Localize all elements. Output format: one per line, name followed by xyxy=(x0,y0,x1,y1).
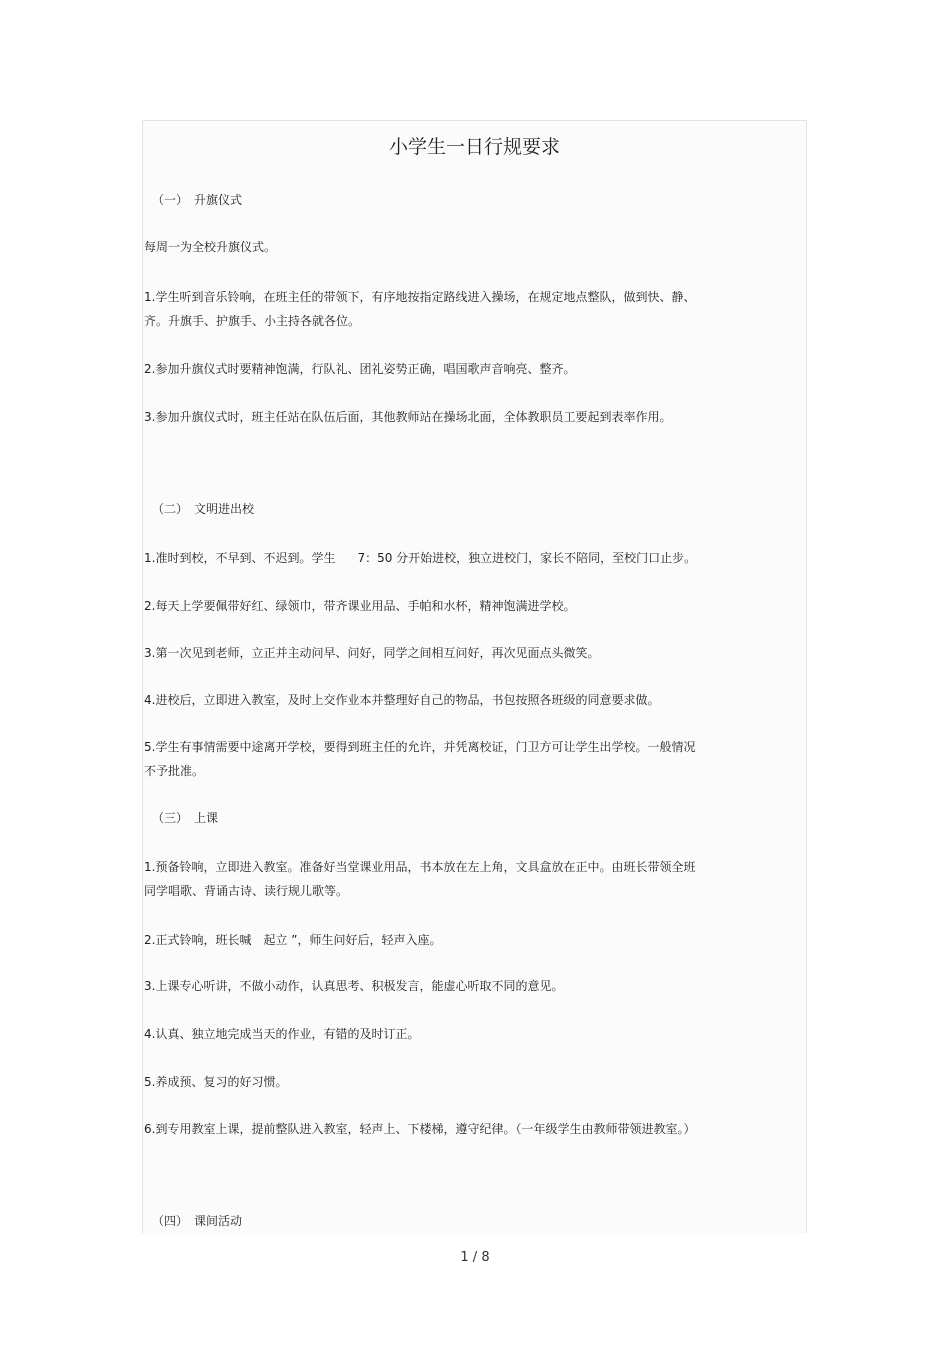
paragraph: 3.参加升旗仪式时，班主任站在队伍后面，其他教师站在操场北面，全体教职员工要起到表率作用。 xyxy=(144,410,672,424)
paragraph-segment: 1.准时到校，不早到、不迟到。学生 xyxy=(144,551,336,565)
paragraph: 3.上课专心听讲，不做小动作，认真思考、积极发言，能虚心听取不同的意见。 xyxy=(144,979,564,993)
section-heading xyxy=(152,188,746,212)
section-number: （四） xyxy=(152,1214,189,1228)
paragraph: 2.每天上学要佩带好红、绿领巾，带齐课业用品、手帕和水杯，精神饱满进学校。 xyxy=(144,599,576,613)
section-heading xyxy=(152,806,746,830)
paragraph-line: 齐。升旗手、护旗手、小主持各就各位。 xyxy=(144,314,361,328)
section-number: （二） xyxy=(152,502,189,516)
section-number: （三） xyxy=(152,811,189,825)
paragraph-line: 不予批准。 xyxy=(144,764,205,778)
paragraph: 4.认真、独立地完成当天的作业，有错的及时订正。 xyxy=(144,1027,420,1041)
section-title: 上课 xyxy=(194,811,219,825)
paragraph xyxy=(144,928,746,952)
paragraph-segment: 2.正式铃响，班长喊 xyxy=(144,933,252,947)
section-title: 课间活动 xyxy=(194,1214,243,1228)
document-page xyxy=(142,120,807,1233)
paragraph: 6.到专用教室上课，提前整队进入教室，轻声上、下楼梯，遵守纪律。（一年级学生由教师带领进教室。） xyxy=(144,1122,696,1136)
page-number: 1 / 8 xyxy=(460,1250,490,1265)
paragraph xyxy=(144,546,746,570)
paragraph-line: 同学唱歌、背诵古诗、读行规儿歌等。 xyxy=(144,884,349,898)
section-heading xyxy=(152,497,746,521)
section-heading xyxy=(152,1209,746,1233)
paragraph: 2.参加升旗仪式时要精神饱满，行队礼、团礼姿势正确，唱国歌声音响亮、整齐。 xyxy=(144,362,576,376)
document-title: 小学生一日行规要求 xyxy=(388,136,560,158)
section-number: （一） xyxy=(152,193,189,207)
paragraph-segment: 起立 ”，师生问好后，轻声入座。 xyxy=(263,933,442,947)
section-title: 升旗仪式 xyxy=(194,193,243,207)
paragraph-line: 1.学生听到音乐铃响，在班主任的带领下，有序地按指定路线进入操场，在规定地点整队，做到快、静、 xyxy=(144,290,696,304)
paragraph: 每周一为全校升旗仪式。 xyxy=(144,240,277,254)
section-title: 文明进出校 xyxy=(194,502,255,516)
paragraph-line: 5.学生有事情需要中途离开学校，要得到班主任的允许，并凭离校证，门卫方可让学生出学校。一般情况 xyxy=(144,740,696,754)
paragraph: 5.养成预、复习的好习惯。 xyxy=(144,1075,288,1089)
paragraph-segment: 7：50 分开始进校，独立进校门，家长不陪同，至校门口止步。 xyxy=(357,551,697,565)
paragraph: 4.进校后，立即进入教室，及时上交作业本并整理好自己的物品，书包按照各班级的同意要求做。 xyxy=(144,693,660,707)
paragraph: 3.第一次见到老师，立正并主动问早、问好，同学之间相互问好，再次见面点头微笑。 xyxy=(144,646,600,660)
paragraph-line: 1.预备铃响，立即进入教室。准备好当堂课业用品，书本放在左上角，文具盒放在正中。由班长带领全班 xyxy=(144,860,696,874)
